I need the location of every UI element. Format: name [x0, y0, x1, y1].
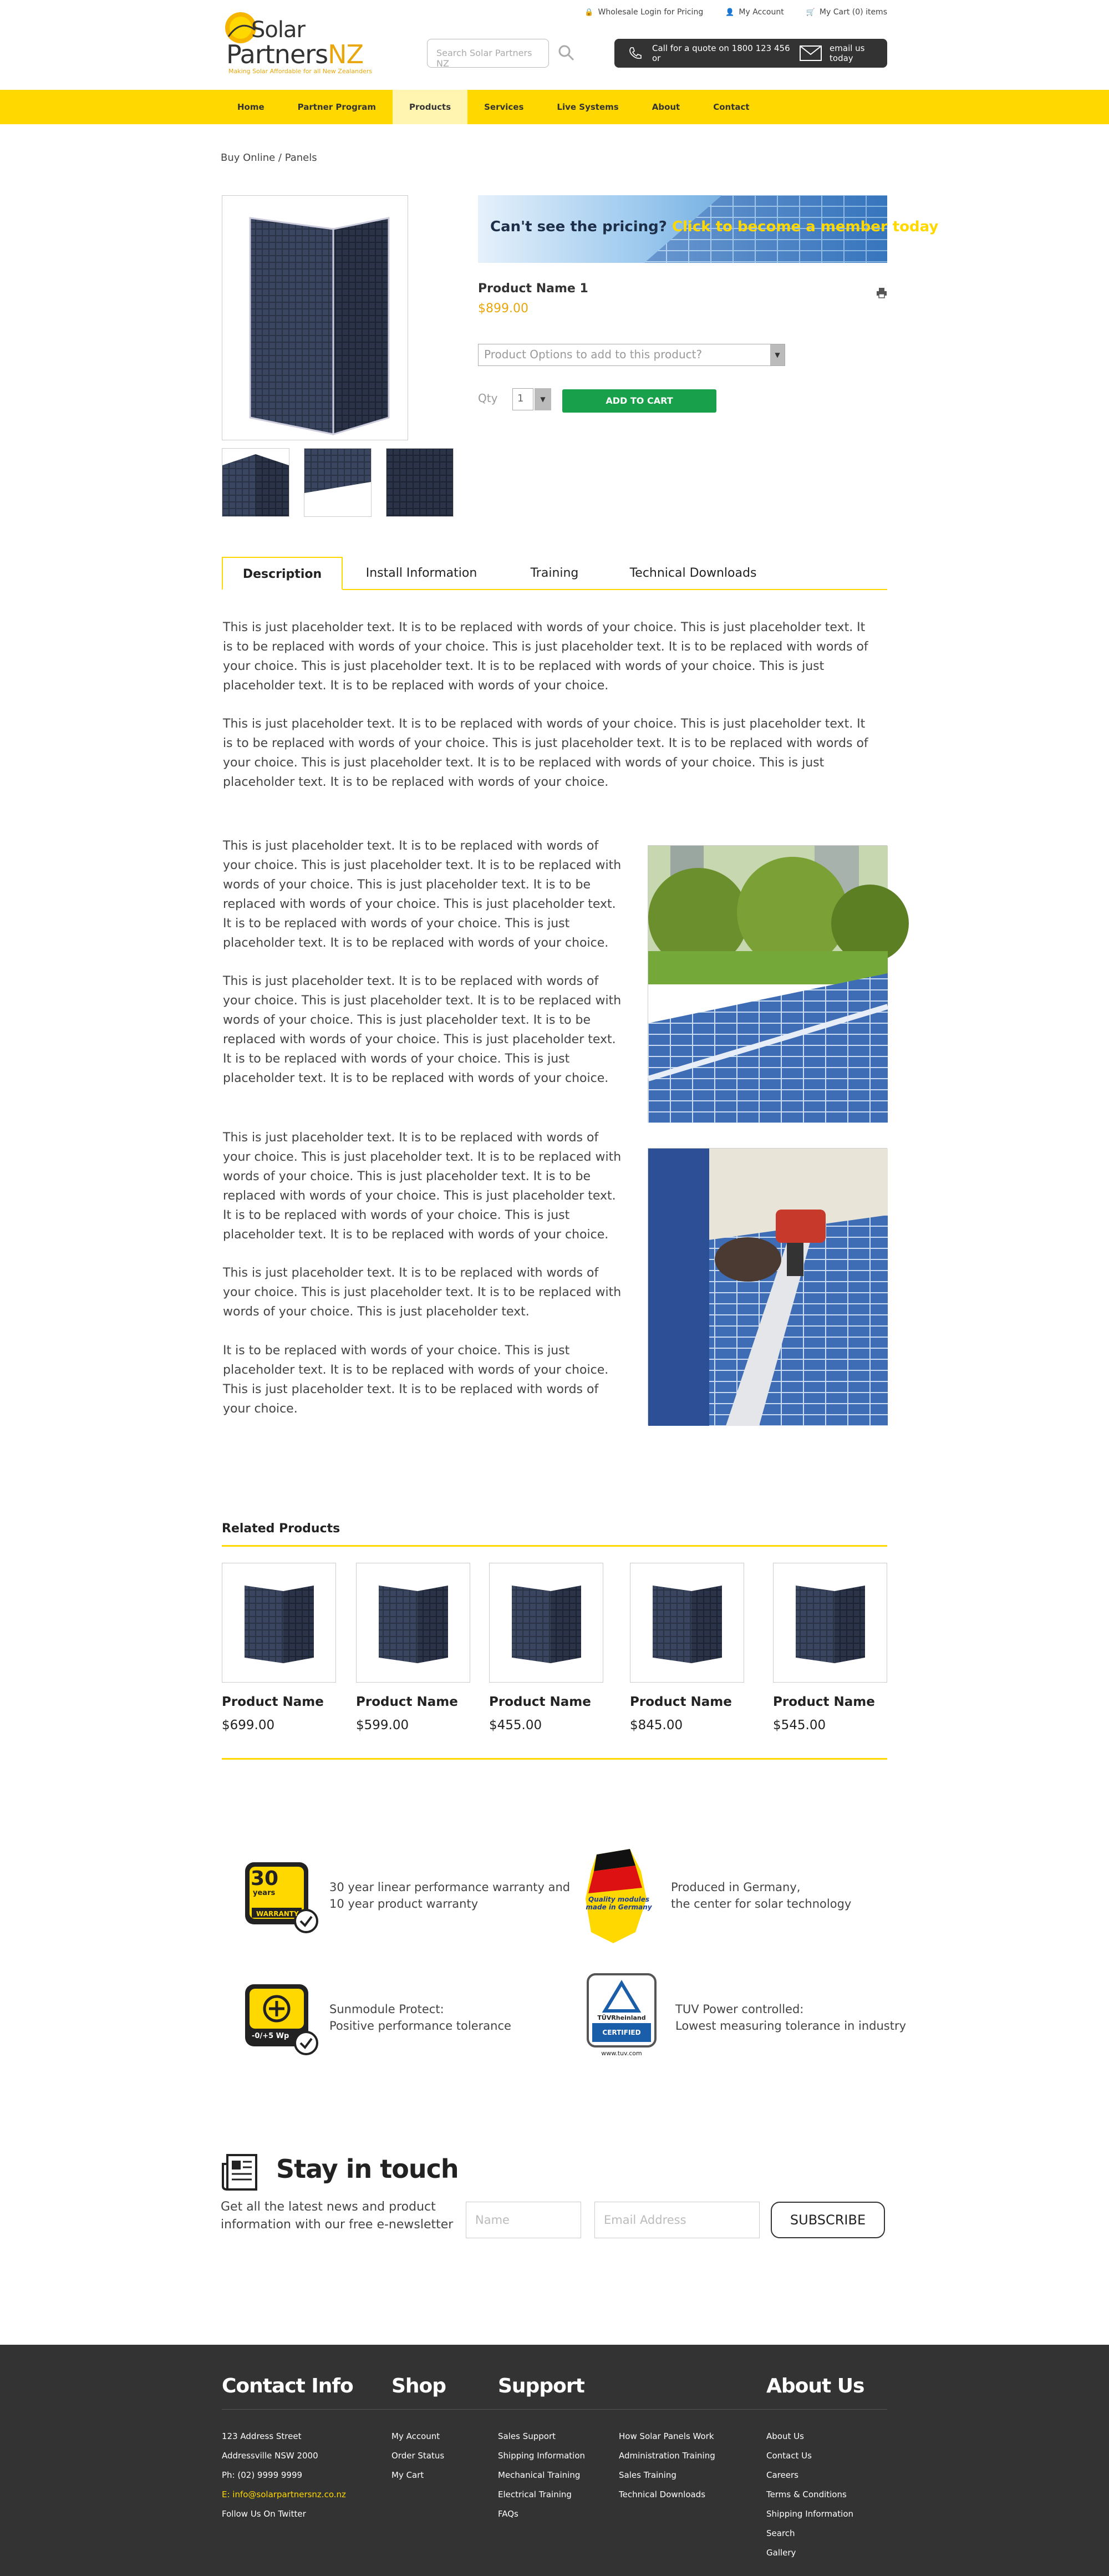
description-paragraph: This is just placeholder text. It is to be replaced with words of your choice. This is just placeholder text. It is to be replaced with words of your choice. This is just placeholder text. — [223, 1266, 622, 1319]
related-product-name[interactable]: Product Name — [630, 1695, 732, 1709]
germany-feature-text: Produced in Germany, the center for solar technology — [671, 1881, 852, 1911]
description-paragraph: This is just placeholder text. It is to be replaced with words of your choice. This is just placeholder text. It is to be replaced with words of your choice. This is just placeholder text. It is to be replaced with words of your choice. This is just placeholder text. It is to be replaced with words of your choice. This is just placeholder text. It is to be replaced with words of your choice. — [223, 717, 868, 789]
footer-support-title: Support — [498, 2375, 584, 2397]
search-input[interactable]: Search Solar Partners NZ — [427, 39, 549, 68]
tab-training[interactable]: Training — [530, 566, 579, 580]
related-product-price: $699.00 — [222, 1718, 275, 1732]
cart-icon: 🛒 — [806, 8, 815, 17]
member-pricing-banner[interactable] — [478, 195, 939, 263]
call-quote-box[interactable] — [614, 39, 887, 68]
related-bottom-divider — [222, 1758, 887, 1760]
footer-link[interactable]: My Cart — [391, 2470, 424, 2480]
description-paragraph: This is just placeholder text. It is to be replaced with words of your choice. This is just placeholder text. It is to be replaced with words of your choice. This is just placeholder text. It is to be replaced with words of your choice. This is just placeholder text. It is to be replaced with words of your choice. This is just placeholder text. It is to be replaced with words of your choice. — [223, 839, 622, 950]
footer-link[interactable]: Technical Downloads — [619, 2489, 706, 2499]
tuv-feature-text: TUV Power controlled: Lowest measuring tolerance in industry — [675, 2003, 907, 2033]
nav-home[interactable]: Home — [237, 102, 264, 112]
footer-link[interactable]: Sales Training — [619, 2470, 676, 2480]
thumbnail-1[interactable] — [222, 448, 289, 517]
related-product-price: $845.00 — [630, 1718, 683, 1732]
qty-input[interactable]: 1 — [512, 388, 533, 410]
add-to-cart-button[interactable]: ADD TO CART — [562, 389, 716, 413]
footer-about-title: About Us — [766, 2375, 864, 2397]
print-icon[interactable] — [876, 287, 887, 298]
footer-link[interactable]: Gallery — [766, 2548, 796, 2558]
breadcrumb[interactable]: Buy Online / Panels — [221, 152, 317, 164]
footer-about-list — [766, 2427, 853, 2563]
nav-partner-program[interactable]: Partner Program — [297, 102, 377, 112]
footer-link[interactable]: Administration Training — [619, 2451, 715, 2461]
related-product-image[interactable] — [630, 1563, 744, 1683]
envelope-icon — [800, 45, 822, 61]
thumbnail-3[interactable] — [386, 448, 454, 517]
footer-support-list-2 — [619, 2427, 715, 2504]
logo-text-line1: Solar — [251, 17, 305, 43]
user-icon: 👤 — [725, 8, 735, 17]
logo-text-line2: PartnersNZ — [226, 39, 364, 69]
footer-link[interactable]: Shipping Information — [498, 2451, 586, 2461]
related-product-name[interactable]: Product Name — [773, 1695, 875, 1709]
newsletter-email-input[interactable]: Email Address — [594, 2202, 760, 2238]
newsletter-name-input[interactable]: Name — [466, 2202, 581, 2238]
description-paragraph: It is to be replaced with words of your choice. This is just placeholder text. It is to be replaced with words of your choice. This is just placeholder text. It is to be replaced with words of your choice. — [223, 1344, 609, 1416]
chevron-down-icon: ▼ — [770, 344, 785, 365]
logo[interactable] — [221, 8, 373, 80]
nav-services[interactable]: Services — [484, 102, 524, 112]
footer-email-link[interactable]: E: info@solarpartnersnz.co.nz — [222, 2489, 346, 2499]
my-account-link[interactable]: 👤 My Account — [725, 8, 784, 17]
footer-support-list — [498, 2427, 585, 2524]
tolerance-feature-text: Sunmodule Protect: Positive performance tolerance — [329, 2003, 511, 2033]
description-paragraph: This is just placeholder text. It is to be replaced with words of your choice. This is just placeholder text. It is to be replaced with words of your choice. This is just placeholder text. It is to be replaced with words of your choice. This is just placeholder text. It is to be replaced with words of your choice. This is just placeholder text. It is to be replaced with words of your choice. — [223, 974, 622, 1085]
related-product-price: $455.00 — [489, 1718, 542, 1732]
related-product-image[interactable] — [356, 1563, 470, 1683]
nav-about[interactable]: About — [652, 102, 680, 112]
footer-twitter-link[interactable]: Follow Us On Twitter — [222, 2509, 306, 2519]
related-products-heading: Related Products — [222, 1522, 340, 1536]
search-icon[interactable] — [558, 44, 574, 61]
nav-contact[interactable]: Contact — [713, 102, 750, 112]
related-product-name[interactable]: Product Name — [222, 1695, 324, 1709]
footer-shop-title: Shop — [391, 2375, 446, 2397]
footer-link[interactable]: FAQs — [498, 2509, 518, 2519]
nav-products[interactable]: Products — [393, 90, 467, 124]
footer-link[interactable]: My Account — [391, 2431, 440, 2441]
installer-image — [648, 1148, 887, 1425]
tuv-certified-badge-icon: TÜVRheinland CERTIFIED www.tuv.com — [586, 1972, 658, 2061]
footer-link[interactable]: Shipping Information — [766, 2509, 854, 2519]
related-divider — [222, 1545, 887, 1547]
tab-technical-downloads[interactable]: Technical Downloads — [629, 566, 757, 580]
solar-field-image — [648, 845, 887, 1122]
footer-link[interactable]: Mechanical Training — [498, 2470, 581, 2480]
related-product-name[interactable]: Product Name — [489, 1695, 591, 1709]
main-nav — [221, 90, 766, 124]
footer-link[interactable]: Careers — [766, 2470, 798, 2480]
germany-badge-icon: Quality modules made in Germany — [580, 1849, 658, 1949]
email-link[interactable]: email us today — [830, 43, 865, 63]
footer-link[interactable]: Terms & Conditions — [766, 2489, 847, 2499]
qty-label: Qty — [478, 392, 498, 405]
become-member-link[interactable]: Click to become a member today — [671, 219, 939, 235]
footer-shop-list — [391, 2427, 444, 2485]
footer-link[interactable]: How Solar Panels Work — [619, 2431, 714, 2441]
tab-description[interactable]: Description — [222, 557, 343, 590]
warranty-feature-text: 30 year linear performance warranty and 10 year product warranty — [329, 1881, 571, 1911]
logo-tagline: Making Solar Affordable for all New Zealanders — [228, 68, 373, 75]
tolerance-badge-icon: -0/+5 Wp — [244, 1983, 318, 2055]
top-links — [584, 8, 887, 17]
footer-link[interactable]: Sales Support — [498, 2431, 556, 2441]
description-paragraph: This is just placeholder text. It is to be replaced with words of your choice. This is just placeholder text. It is to be replaced with words of your choice. This is just placeholder text. It is to be replaced with words of your choice. This is just placeholder text. It is to be replaced with words of your choice. This is just placeholder text. It is to be replaced with words of your choice. — [223, 621, 868, 693]
footer-link[interactable]: Electrical Training — [498, 2489, 572, 2499]
my-cart-link[interactable]: 🛒 My Cart (0) items — [806, 8, 887, 17]
thumbnail-2[interactable] — [304, 448, 372, 517]
related-product-image[interactable] — [773, 1563, 887, 1683]
subscribe-button[interactable]: SUBSCRIBE — [771, 2202, 885, 2238]
related-product-image[interactable] — [489, 1563, 603, 1683]
related-product-image[interactable] — [222, 1563, 336, 1683]
product-name: Product Name 1 — [478, 282, 588, 296]
product-price: $899.00 — [478, 302, 528, 316]
newsletter-title: Stay in touch — [276, 2154, 459, 2184]
footer-link[interactable]: Order Status — [391, 2451, 445, 2461]
newsletter-text: Get all the latest news and product information with our free e-newsletter — [221, 2200, 454, 2232]
product-options-select[interactable]: Product Options to add to this product? ▼ — [478, 344, 785, 366]
qty-dropdown-arrow[interactable]: ▼ — [535, 388, 551, 410]
nav-live-systems[interactable]: Live Systems — [557, 102, 619, 112]
footer-link[interactable]: Search — [766, 2528, 795, 2538]
related-product-name[interactable]: Product Name — [356, 1695, 458, 1709]
banner-text: Can't see the pricing? Click to become a member today — [490, 219, 939, 235]
newsletter-icon — [221, 2153, 260, 2192]
footer-contact-title: Contact Info — [222, 2375, 353, 2397]
footer-divider — [222, 2409, 887, 2410]
wholesale-login-link[interactable]: 🔒 Wholesale Login for Pricing — [584, 8, 704, 17]
related-product-price: $599.00 — [356, 1718, 409, 1732]
phone-icon — [628, 46, 642, 60]
footer-link[interactable]: Contact Us — [766, 2451, 812, 2461]
warranty-badge-icon: 30 years WARRANTY — [244, 1861, 318, 1933]
footer-link[interactable]: About Us — [766, 2431, 804, 2441]
call-text: Call for a quote on 1800 123 456 or — [652, 43, 790, 63]
footer-contact-list: 123 Address Street Addressville NSW 2000 Ph: (02) 9999 9999 E: info@solarpartnersnz.co.nz Follow Us On Twitter — [222, 2427, 346, 2524]
lock-icon: 🔒 — [584, 8, 594, 17]
tab-install-information[interactable]: Install Information — [365, 566, 477, 580]
description-paragraph: This is just placeholder text. It is to be replaced with words of your choice. This is just placeholder text. It is to be replaced with words of your choice. This is just placeholder text. It is to be replaced with words of your choice. This is just placeholder text. It is to be replaced with words of your choice. This is just placeholder text. It is to be replaced with words of your choice. — [223, 1131, 622, 1242]
related-product-price: $545.00 — [773, 1718, 826, 1732]
product-main-image[interactable] — [222, 195, 408, 440]
